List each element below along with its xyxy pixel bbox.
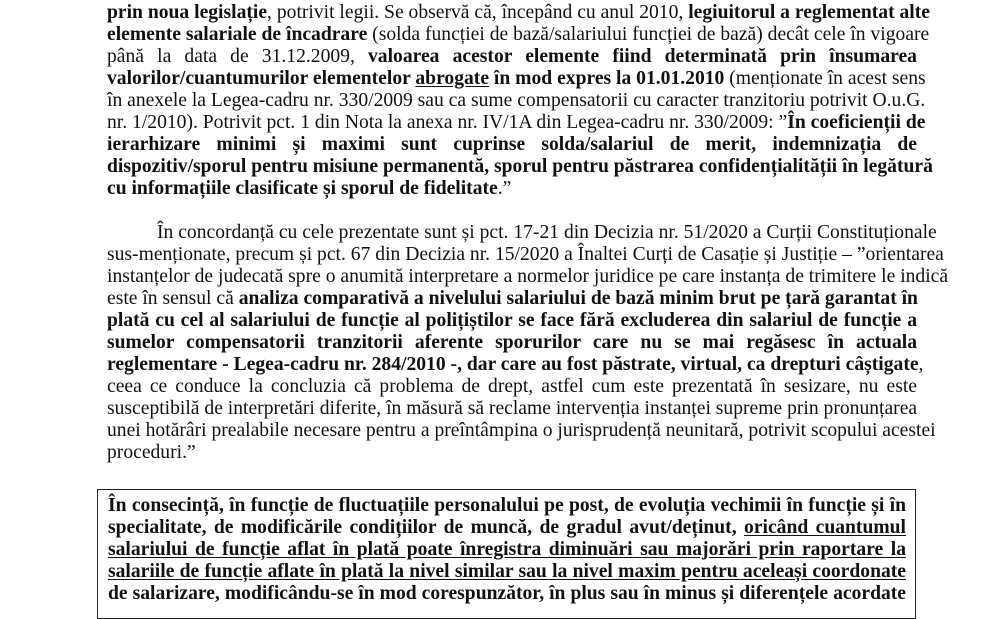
text-run: în mod expres la 01.01.2010 bbox=[489, 68, 725, 89]
text-run: , potrivit legii. Se observă că, începând cu anul 2010, bbox=[267, 2, 689, 23]
text-line bbox=[107, 288, 917, 310]
text-run: instanțelor de judecată spre o anumită interpretare a normelor juridice pe care instanța de trimitere le indică bbox=[107, 266, 949, 287]
text-line bbox=[108, 495, 906, 517]
text-run: abrogate bbox=[415, 68, 490, 89]
text-run: plată cu cel al salariului de funcție al polițiștilor se face fără excluderea din salariul de funcție a bbox=[107, 310, 917, 331]
text-run: de salarizare, modificându-se în mod corespunzător, în plus sau în minus și diferențele acordate bbox=[108, 583, 906, 604]
text-line bbox=[108, 517, 906, 539]
text-run: analiza comparativă a nivelului salariului de bază minim brut pe țară garantat în bbox=[238, 288, 918, 309]
text-line bbox=[107, 178, 917, 200]
text-run: reglementare - Legea-cadru nr. 284/2010 -, dar care au fost păstrate, virtual, ca drepturi câștigate bbox=[107, 354, 919, 375]
text-line bbox=[107, 398, 917, 420]
text-run: .” bbox=[497, 178, 512, 199]
text-line bbox=[107, 310, 917, 332]
text-run: sumelor compensatorii tranzitorii aferente sporurilor care nu se mai regăsesc în actuala bbox=[107, 332, 917, 353]
text-run: valorilor/cuantumurilor elementelor bbox=[107, 68, 416, 89]
text-line bbox=[107, 112, 926, 134]
text-line bbox=[107, 354, 924, 376]
text-run: În concordanță cu cele prezentate sunt și pct. 17-21 din Decizia nr. 51/2020 a Curții Constituționale bbox=[157, 222, 937, 243]
text-line bbox=[108, 561, 906, 583]
text-line bbox=[107, 376, 917, 398]
text-run: salariului de funcție aflat în plată poate înregistra diminuări sau majorări prin raportare la bbox=[108, 539, 906, 560]
text-run: în anexele la Legea-cadru nr. 330/2009 sau ca sume compensatorii cu caracter tranzitoriu potrivit O.u.G. bbox=[107, 90, 926, 111]
text-run: este în sensul că bbox=[107, 288, 239, 309]
text-run: elemente salariale de încadrare bbox=[107, 24, 368, 45]
text-line bbox=[107, 68, 926, 90]
text-line bbox=[107, 244, 944, 266]
text-run: legiuitorul a reglementat alte bbox=[688, 2, 930, 23]
text-run: proceduri.” bbox=[107, 442, 196, 463]
text-run: dispozitiv/sporul pentru misiune permanentă, sporul pentru păstrarea confidențialității în legătură bbox=[107, 156, 933, 177]
text-run: unei hotărâri prealabile necesare pentru a preîntâmpina o jurisprudență neunitară, potrivit scopului acestei bbox=[107, 420, 936, 441]
text-run: sus-menționate, precum și pct. 67 din Decizia nr. 15/2020 a Înaltei Curți de Casație și Justiție – ”orientarea bbox=[107, 244, 944, 265]
text-run: valoarea acestor elemente fiind determinată prin însumarea bbox=[368, 46, 917, 67]
text-line bbox=[107, 2, 930, 24]
text-run: specialitate, de modificările condițiilor de muncă, de gradul avut/deținut, bbox=[108, 517, 745, 538]
text-line bbox=[107, 24, 930, 46]
text-run: (solda funcției de bază/salariului funcției de bază) decât cele în vigoare bbox=[367, 24, 930, 45]
text-run: În consecință, în funcție de fluctuațiile personalului pe post, de evoluția vechimii în funcție și în bbox=[108, 495, 906, 516]
text-run: , bbox=[918, 354, 924, 375]
text-line bbox=[108, 539, 906, 561]
text-run: salariile de funcție aflate în plată la nivel similar sau la nivel maxim pentru aceleași coordonate bbox=[108, 561, 906, 582]
text-line bbox=[157, 222, 937, 244]
text-run: (menționate în acest sens bbox=[724, 68, 926, 89]
text-line bbox=[107, 134, 917, 156]
text-run: nr. 1/2010). Potrivit pct. 1 din Nota la anexa nr. IV/1A din Legea-cadru nr. 330/2009: ” bbox=[107, 112, 788, 133]
text-run: ierarhizare minimi și maximi sunt cuprinse solda/salariul de merit, indemnizația de bbox=[107, 134, 917, 155]
text-run: ceea ce conduce la concluzia că problema de drept, astfel cum este prezentată în sesizare, nu este bbox=[107, 376, 917, 397]
text-line bbox=[107, 156, 933, 178]
text-line bbox=[107, 266, 949, 288]
text-line bbox=[108, 583, 906, 605]
text-line bbox=[107, 442, 917, 464]
text-run: prin noua legislație bbox=[107, 2, 268, 23]
text-run: susceptibilă de interpretări diferite, în măsură să reclame intervenția instanței supreme prin pronunțarea bbox=[107, 398, 918, 419]
text-line bbox=[107, 46, 917, 68]
text-line bbox=[107, 420, 936, 442]
text-run: oricând cuantumul bbox=[744, 517, 907, 538]
text-run: cu informațiile clasificate și sporul de fidelitate bbox=[107, 178, 498, 199]
text-run: În coeficienții de bbox=[787, 112, 926, 133]
text-line bbox=[107, 90, 926, 112]
text-run: până la data de 31.12.2009, bbox=[107, 46, 368, 67]
text-line bbox=[107, 332, 917, 354]
